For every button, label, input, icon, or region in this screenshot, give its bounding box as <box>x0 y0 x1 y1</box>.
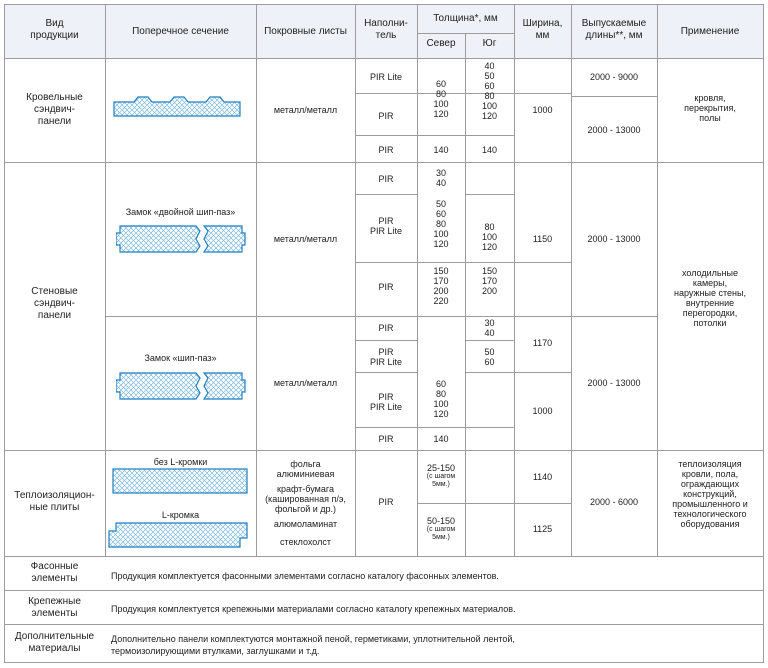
grid-h-line <box>417 503 515 504</box>
wall-length-b: 2000 - 13000 <box>587 378 641 388</box>
insul-application: теплоизоляция кровли, пола, ограждающих конструкций, промышленного и технологического оборудования <box>672 459 748 529</box>
wall-width-c: 1000 <box>532 406 553 416</box>
insul-fill: PIR <box>378 497 394 507</box>
wall-r7-fill: PIR <box>378 434 394 444</box>
grid-h-line <box>4 624 764 625</box>
grid-h-line <box>465 194 515 195</box>
wall-length-a: 2000 - 13000 <box>587 234 641 244</box>
roof-fill-2: PIR <box>378 111 394 121</box>
roof-sheets: металл/металл <box>273 105 338 115</box>
grid-h-line <box>355 135 515 136</box>
grid-h-line <box>571 96 658 97</box>
grid-h-line <box>4 450 764 451</box>
fasteners-text: Продукция комплектуется крепежными материалами согласно каталогу крепежных материалов. <box>111 604 516 614</box>
wall-sheets-1: металл/металл <box>273 234 338 244</box>
roof-north-140: 140 <box>433 145 449 155</box>
additional-materials-text: Дополнительно панели комплектуются монтажной пеной, герметиками, уплотнительной лентой, термоизолирующими втулками, заглушками и т.д. <box>111 634 515 656</box>
wall-r1-fill: PIR <box>378 174 394 184</box>
grid-h-line <box>417 33 515 34</box>
grid-h-line <box>4 662 764 663</box>
header-application: Применение <box>680 26 740 37</box>
grid-h-line <box>355 372 418 373</box>
insul-plate-2-label: L-кромка <box>161 510 200 520</box>
header-section: Поперечное сечение <box>132 26 229 37</box>
insul-sheet-alumolaminate: алюмоламинат <box>273 519 338 529</box>
wall-r4-south: 30 40 <box>484 318 495 338</box>
grid-h-line <box>4 590 764 591</box>
grid-h-line <box>514 316 658 317</box>
roof-length-1: 2000 - 9000 <box>589 72 639 82</box>
header-south: Юг <box>482 38 497 49</box>
roof-width: 1000 <box>532 105 553 115</box>
wall-r2-north: 50 60 80 100 120 <box>433 199 449 249</box>
roof-length-2: 2000 - 13000 <box>587 125 641 135</box>
grid-v-line <box>355 4 356 557</box>
grid-h-line <box>4 556 764 557</box>
wall-panel-double-lock <box>116 223 246 255</box>
wall-width-b: 1170 <box>532 338 553 348</box>
roof-fill-3: PIR <box>378 145 394 155</box>
grid-h-line <box>4 162 764 163</box>
wall-r6-north: 60 80 100 120 <box>433 379 449 419</box>
roof-south-list: 40 50 60 80 100 120 <box>481 61 498 121</box>
grid-h-line <box>355 262 515 263</box>
header-lengths: Выпускаемые длины**, мм <box>581 18 647 41</box>
wall-name: Стеновые сэндвич- панели <box>31 286 78 321</box>
roof-application: кровля, перекрытия, полы <box>684 93 736 123</box>
header-filler: Наполни- тель <box>364 18 408 41</box>
insul-name: Теплоизоляцион- ные плиты <box>14 490 95 513</box>
wall-r3-fill: PIR <box>378 282 394 292</box>
insul-sheet-kraft: крафт-бумага (кашированная п/э, фольгой и др.) <box>265 484 346 514</box>
grid-h-line <box>465 372 515 373</box>
header-north: Север <box>426 38 456 49</box>
grid-h-line <box>514 262 572 263</box>
insul-plate-2 <box>108 522 248 548</box>
insul-width-1: 1140 <box>532 472 553 482</box>
wall-r1-north: 30 40 <box>435 168 446 188</box>
wall-r6-fill: PIR PIR Lite <box>369 392 402 412</box>
wall-r2-fill: PIR PIR Lite <box>369 216 402 236</box>
grid-h-line <box>514 503 572 504</box>
roof-north-list: 60 80 100 120 <box>433 79 449 119</box>
wall-r4-fill: PIR <box>378 323 394 333</box>
insul-sheet-foil: фольга алюминиевая <box>276 459 335 479</box>
wall-r5-fill: PIR PIR Lite <box>369 347 402 367</box>
wall-r5-south: 50 60 <box>484 347 495 367</box>
grid-h-line <box>4 58 764 59</box>
wall-panel-lock <box>116 370 246 402</box>
header-type: Вид продукции <box>30 18 79 41</box>
insul-thickness-2: 50-150 (с шагом 5мм.) <box>426 516 456 541</box>
grid-h-line <box>355 427 515 428</box>
wall-r7-north: 140 <box>433 434 449 444</box>
grid-v-line <box>571 4 572 557</box>
insul-thickness-1: 25-150 (с шагом 5мм.) <box>426 463 456 488</box>
wall-width-a: 1150 <box>532 234 553 244</box>
header-thickness: Толщина*, мм <box>433 13 498 24</box>
grid-v-line <box>105 4 106 557</box>
grid-h-line <box>465 340 515 341</box>
insul-length: 2000 - 6000 <box>589 497 639 507</box>
wall-r2-south: 80 100 120 <box>481 222 498 252</box>
shaped-elements-name: Фасонные элементы <box>30 561 79 584</box>
wall-sheets-2: металл/металл <box>273 378 338 388</box>
insul-plate-1 <box>112 468 248 494</box>
wall-r3-north: 150 170 200 220 <box>433 266 449 306</box>
insul-width-2: 1125 <box>532 524 553 534</box>
grid-h-line <box>4 4 764 5</box>
grid-h-line <box>355 194 418 195</box>
insul-sheet-glass: стеклохолст <box>280 537 331 547</box>
additional-materials-name: Дополнительные материалы <box>14 631 95 654</box>
fasteners-name: Крепежные элементы <box>28 596 81 619</box>
header-sheets: Покровные листы <box>264 26 347 37</box>
roof-name: Кровельные сэндвич- панели <box>26 92 83 127</box>
roof-fill-1: PIR Lite <box>369 72 402 82</box>
wall-r3-south: 150 170 200 <box>481 266 498 296</box>
shaped-elements-text: Продукция комплектуется фасонными элементами согласно каталогу фасонных элементов. <box>111 571 499 581</box>
wall-application: холодильные камеры, наружные стены, внутренние перегородки, потолки <box>674 268 746 328</box>
wall-lock-1: Замок «двойной шип-паз» <box>125 207 236 217</box>
grid-h-line <box>355 340 418 341</box>
wall-lock-2: Замок «шип-паз» <box>144 353 217 363</box>
roof-south-140: 140 <box>481 145 498 155</box>
header-width: Ширина, мм <box>522 18 563 41</box>
roof-panel-section <box>112 95 242 119</box>
grid-v-line <box>763 4 764 663</box>
grid-h-line <box>514 372 572 373</box>
grid-h-line <box>105 316 515 317</box>
insul-plate-1-label: без L-кромки <box>153 457 208 467</box>
